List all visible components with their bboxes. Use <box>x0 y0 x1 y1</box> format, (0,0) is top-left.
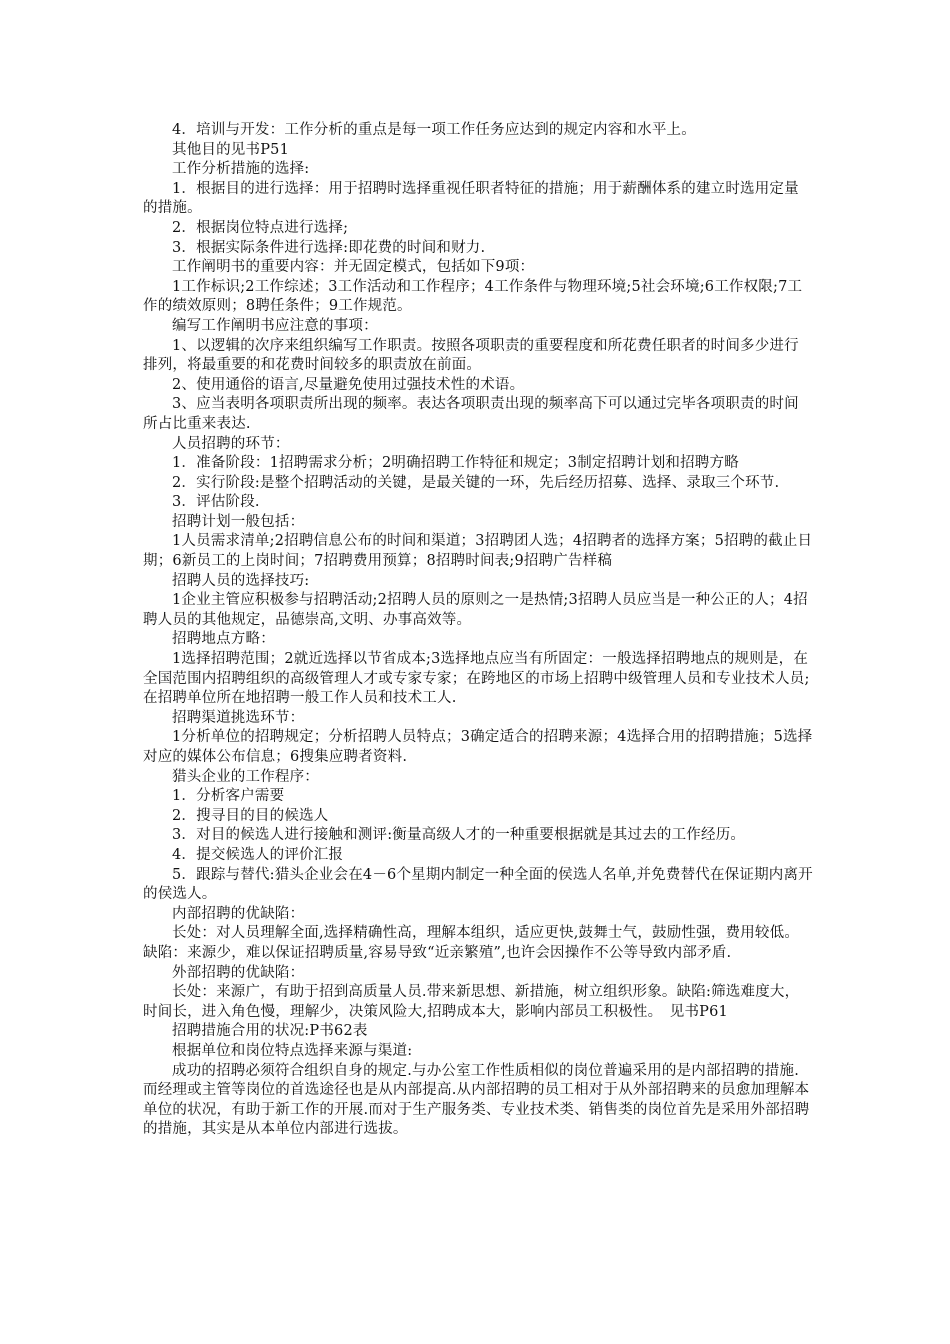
paragraph: 工作阐明书的重要内容：并无固定模式，包括如下9项： <box>172 259 535 276</box>
paragraph: 内部招聘的优缺陷： <box>172 905 305 922</box>
paragraph: 4．培训与开发：工作分析的重点是每一项工作任务应达到的规定内容和水平上。 <box>172 122 696 138</box>
paragraph: 5．跟踪与替代:猎头企业会在4－6个星期内制定一种全面的侯选人名单,并免费替代在保证期内离开的侯选人。 <box>143 866 813 903</box>
paragraph: 2．实行阶段:是整个招聘活动的关键，是最关键的一环，先后经历招募、选择、录取三个环节. <box>172 474 780 491</box>
paragraph: 编写工作阐明书应注意的事项： <box>172 317 378 334</box>
paragraph: 其他目的见书P51 <box>172 141 290 158</box>
paragraph: 工作分析措施的选择: <box>172 161 310 178</box>
paragraph: 3、应当表明各项职责所出现的频率。表达各项职责出现的频率高下可以通过完毕各项职责的时间所占比重来表达. <box>143 396 799 432</box>
paragraph: 招聘计划一般包括： <box>172 513 305 530</box>
paragraph: 猎头企业的工作程序： <box>172 768 319 785</box>
paragraph: 4．提交候选人的评价汇报 <box>172 846 344 863</box>
paragraph: 1选择招聘范围；2就近选择以节省成本;3选择地点应当有所固定：一般选择招聘地点的规则是，在全国范围内招聘组织的高级管理人才或专家专家；在跨地区的市场上招聘中级管理人员和专业技术人员;在招聘单位所在地招聘一般工作人员和技术工人. <box>143 651 810 707</box>
paragraph: 2．根据岗位特点进行选择; <box>172 219 349 236</box>
paragraph: 1、以逻辑的次序来组织编写工作职责。按照各项职责的重要程度和所花费任职者的时间多少进行排列，将最重要的和花费时间较多的职责放在前面。 <box>143 337 799 374</box>
paragraph: 1企业主管应积极参与招聘活动;2招聘人员的原则之一是热情;3招聘人员应当是一种公正的人；4招聘人员的其他规定，品德崇高,文明、办事高效等。 <box>143 592 808 628</box>
paragraph: 3．对目的候选人进行接触和测评:衡量高级人才的一种重要根据就是其过去的工作经历。 <box>172 827 746 844</box>
paragraph: 1分析单位的招聘规定；分析招聘人员特点；3确定适合的招聘来源；4选择合用的招聘措施；5选择对应的媒体公布信息；6搜集应聘者资料. <box>143 729 813 765</box>
paragraph: 长处：来源广，有助于招到高质量人员.带来新思想、新措施，树立组织形象。缺陷:筛选难度大，时间长，进入角色慢，理解少，决策风险大,招聘成本大，影响内部员工积极性。 见书P61 <box>143 984 800 1020</box>
paragraph: 1工作标识;2工作综述；3工作活动和工作程序；4工作条件与物理环境;5社会环境;6工作权限;7工作的绩效原则；8聘任条件；9工作规范。 <box>143 278 803 315</box>
document-body <box>143 121 813 1140</box>
paragraph: 1．准备阶段：1招聘需求分析；2明确招聘工作特征和规定；3制定招聘计划和招聘方略 <box>172 455 739 472</box>
paragraph: 招聘渠道挑选环节： <box>172 709 305 726</box>
paragraph: 招聘措施合用的状况:P书62表 <box>172 1023 368 1040</box>
paragraph: 招聘地点方略： <box>172 631 275 648</box>
paragraph: 外部招聘的优缺陷： <box>172 964 305 981</box>
paragraph: 成功的招聘必须符合组织自身的规定.与办公室工作性质相似的岗位普遍采用的是内部招聘的措施.而经理或主管等岗位的首选途径也是从内部提高.从内部招聘的员工相对于从外部招聘来的员愈加理解本单位的状况，有助于新工作的开展.而对于生产服务类、专业技术类、销售类的岗位首先是采用外部招聘的措施，其实是从本单位内部进行选拔。 <box>143 1062 810 1138</box>
paragraph: 2．搜寻目的目的候选人 <box>172 807 329 824</box>
paragraph: 1．根据目的进行选择：用于招聘时选择重视任职者特征的措施；用于薪酬体系的建立时选用定量的措施。 <box>143 180 799 217</box>
paragraph: 长处：对人员理解全面,选择精确性高，理解本组织，适应更快,鼓舞士气，鼓励性强，费用较低。缺陷：来源少，难以保证招聘质量,容易导致“近亲繁殖”,也许会因操作不公等导致内部矛盾. <box>143 925 800 961</box>
paragraph: 3．根据实际条件进行选择:即花费的时间和财力. <box>172 239 486 256</box>
paragraph: 1．分析客户需要 <box>172 788 285 805</box>
paragraph: 根据单位和岗位特点选择来源与渠道: <box>172 1042 413 1059</box>
paragraph: 人员招聘的环节： <box>172 435 290 452</box>
paragraph: 1人员需求清单;2招聘信息公布的时间和渠道；3招聘团人选；4招聘者的选择方案；5招聘的截止日期；6新员工的上岗时间；7招聘费用预算；8招聘时间表;9招聘广告样稿 <box>143 533 813 570</box>
paragraph: 2、使用通俗的语言,尽量避免使用过强技术性的术语。 <box>172 376 525 393</box>
paragraph: 3．评估阶段. <box>172 494 260 511</box>
paragraph: 招聘人员的选择技巧: <box>172 572 310 589</box>
